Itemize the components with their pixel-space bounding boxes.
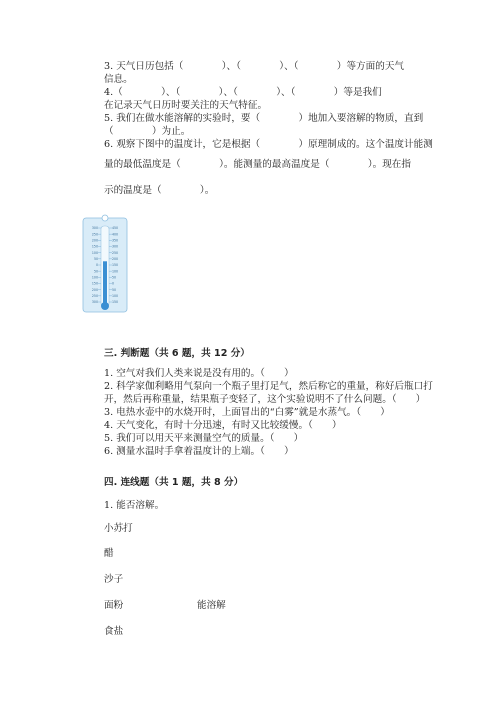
scale-label: 150: [112, 263, 119, 268]
scale-label: 0: [95, 263, 98, 268]
scale-label: 150: [112, 300, 119, 305]
scale-label: 50: [112, 275, 117, 280]
thermometer-hook: [102, 215, 108, 221]
fill-line: 在记录天气日历时要关注的天气特征。: [104, 100, 268, 111]
judge-item: 2. 科学家伽利略用气泵向一个瓶子里打足气，然后称它的重量，称好后瓶口打: [104, 381, 433, 392]
thermometer-bulb: [101, 302, 109, 310]
fill-line: 示的温度是（ ）。: [104, 185, 215, 196]
fill-line: 3. 天气日历包括（ ）、（ ）、（ ）等方面的天气: [104, 61, 405, 72]
scale-label: 300: [112, 244, 119, 249]
scale-label: 100: [91, 275, 98, 280]
scale-label: 300: [91, 226, 98, 231]
scale-label: 150: [91, 244, 98, 249]
fill-line: 信息。: [104, 74, 133, 85]
scale-label: 100: [112, 269, 119, 274]
scale-label: 250: [91, 294, 98, 299]
match-question: 1. 能否溶解。: [104, 500, 165, 511]
match-left-item[interactable]: 沙子: [104, 574, 124, 585]
judge-item: 5. 我们可以用天平来测量空气的质量。（ ）: [104, 433, 304, 444]
scale-label: 250: [91, 232, 98, 237]
fill-line: 5. 我们在做水能溶解的实验时，要（ ）地加入要溶解的物质，直到: [104, 113, 424, 124]
match-left-item[interactable]: 醋: [104, 548, 114, 559]
fill-line: （ ）为止。: [104, 126, 191, 137]
judge-item: 4. 天气变化，有时十分迅速，有时又比较缓慢。（ ）: [104, 420, 342, 431]
match-left-item[interactable]: 小苏打: [104, 523, 133, 534]
fill-line: 6. 观察下图中的温度计，它是根据（ ）原理制成的。这个温度计能测: [104, 139, 433, 150]
scale-label: 450: [112, 226, 119, 231]
section-title-judge: 三. 判断题（共 6 题，共 12 分）: [104, 348, 250, 359]
judge-item: 6. 测量水温时手拿着温度计的上端。（ ）: [104, 446, 294, 457]
judge-item: 开，然后再称重量，结果瓶子变轻了，这个实验说明不了什么问题。（ ）: [104, 394, 426, 405]
scale-label: 150: [91, 281, 98, 286]
fill-line: 4.（ ）、（ ）、（ ）、（ ）等是我们: [104, 87, 382, 98]
scale-label: 400: [112, 232, 119, 237]
thermometer-liquid: [103, 261, 107, 306]
scale-label: 50: [93, 257, 98, 262]
match-left-item[interactable]: 食盐: [104, 626, 124, 637]
match-left-item[interactable]: 面粉: [104, 600, 124, 611]
fill-line: 量的最低温度是（ ）。能测量的最高温度是（ ）。现在指: [104, 159, 411, 170]
section-title-match: 四. 连线题（共 1 题，共 8 分）: [104, 477, 244, 488]
judge-item: 3. 电热水壶中的水烧开时，上面冒出的“白雾”就是水蒸气。（ ）: [104, 407, 390, 418]
scale-label: 350: [112, 238, 119, 243]
scale-label: 50: [112, 287, 117, 292]
scale-label: 0: [112, 281, 115, 286]
scale-label: 200: [112, 257, 119, 262]
scale-label: 100: [112, 294, 119, 299]
thermometer-figure: [82, 214, 128, 314]
match-right-item[interactable]: 能溶解: [197, 600, 226, 611]
judge-item: 1. 空气对我们人类来说是没有用的。（ ）: [104, 368, 294, 379]
scale-label: 300: [91, 300, 98, 305]
scale-label: 200: [91, 238, 98, 243]
scale-label: 50: [93, 269, 98, 274]
scale-label: 100: [91, 250, 98, 255]
scale-label: 250: [112, 250, 119, 255]
scale-label: 200: [91, 287, 98, 292]
